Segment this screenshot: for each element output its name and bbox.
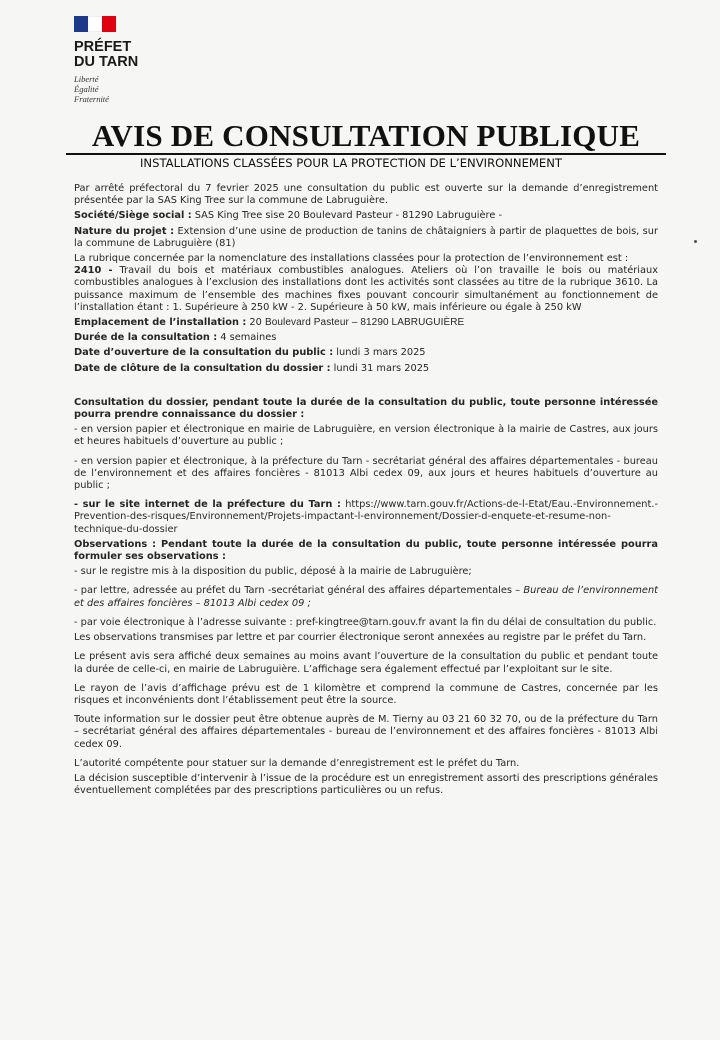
email-link[interactable]: pref-kingtree@tarn.gouv.fr (295, 616, 426, 628)
ouverture-line: Date d’ouverture de la consultation du public : lundi 3 mars 2025 (74, 347, 426, 359)
notice-body (74, 183, 658, 800)
paragraph-autorite: L’autorité compétente pour statuer sur la demande d’enregistrement est le préfet du Tarn. (74, 757, 520, 769)
notice-title: AVIS DE CONSULTATION PUBLIQUE (91, 118, 641, 153)
emplacement-line: Emplacement de l’installation : 20 Boulevard Pasteur – 81290 LABRUGUIÈRE (74, 317, 465, 329)
duree-line: Durée de la consultation : 4 semaines (74, 332, 277, 344)
republic-motto: Liberté Égalité Fraternité (74, 74, 109, 104)
consultation-item-prefecture: - en version papier et électronique, à la préfecture du Tarn - secrétariat général des affaires départementales - bureau de l’environnement et des affaires foncières - 81013 Albi cedex 09, aux jours et heures habituels d’ouverture au public ; (74, 455, 658, 492)
paragraph-rayon: Le rayon de l’avis d’affichage prévu est de 1 kilomètre et comprend la commune de Castres, concernée par les risques et inconvénients dont l’établissement peut être la source. (74, 682, 658, 706)
scan-speck (694, 240, 697, 243)
observations-heading: Observations : Pendant toute la durée de la consultation du public, toute personne intéressée pourra formuler ses observations : (74, 538, 658, 563)
consultation-item-mairie: - en version papier et électronique en mairie de Labruguière, en version électronique à la mairie de Castres, aux jours et heures habituels d’ouverture au public ; (74, 424, 658, 448)
prefecture-logo (74, 16, 184, 104)
consultation-item-website: - sur le site internet de la préfecture du Tarn : https://www.tarn.gouv.fr/Actions-de-l-Etat/Eau.-Environnement.-Prevention-des-risques/Environnement/Projets-impactant-l-environnement/Dossier-d-enquete-et-resume-non-technique-du-dossier (74, 499, 658, 535)
intro-paragraph: Par arrêté préfectoral du 7 fevrier 2025 une consultation du public est ouverte sur la demande d’enregistrement présentée par la SAS King Tree sur la commune de Labruguière. (74, 183, 658, 207)
paragraph-annexes: Les observations transmises par lettre et par courrier électronique seront annexées au registre par le préfet du Tarn. (74, 632, 647, 644)
title-divider (66, 153, 666, 155)
paragraph-decision: La décision susceptible d’intervenir à l’issue de la procédure est un enregistrement assorti des prescriptions générales éventuellement complétées par des prescriptions particulières ou un refus. (74, 772, 658, 797)
prefet-name: PRÉFET DU TARN (74, 39, 139, 70)
paragraph-information: Toute information sur le dossier peut être obtenue auprès de M. Tierny au 03 21 60 32 70, ou de la préfecture du Tarn – secrétariat général des affaires départementales - bureau de l’environnement et des affaires foncières - 81013 Albi cedex 09. (74, 714, 658, 750)
notice-subtitle: INSTALLATIONS CLASSÉES POUR LA PROTECTION DE L’ENVIRONNEMENT (140, 156, 562, 170)
prefecture-website-link[interactable]: https://www.tarn.gouv.fr/Actions-de-l-Etat/Eau.-Environnement.-Prevention-des-risques/Environnement/Projets-impactant-l-environnement/Dossier-d-enquete-et-resume-non-technique-du-dossier (74, 499, 658, 535)
french-flag-icon (74, 16, 116, 32)
nature-line: Nature du projet : Extension d’une usine de production de tanins de châtaigniers à partir de plaquettes de bois, sur la commune de Labruguière (81) (74, 225, 658, 249)
observations-item-lettre: - par lettre, adressée au préfet du Tarn -secrétariat général des affaires départementales – Bureau de l’environnement et des affaires foncières – 81013 Albi cedex 09 ; (74, 585, 658, 609)
cloture-line: Date de clôture de la consultation du dossier : lundi 31 mars 2025 (74, 362, 430, 374)
rubrique-paragraph: La rubrique concernée par la nomenclature des installations classées pour la protection de l’environnement est : 2410 - Travail du bois et matériaux combustibles analogues. Ateliers où l’on travaille le bois ou matériaux combustibles analogues à l’exclusion des installations dont les activités sont classées au titre de la rubrique 3610. La puissance maximum de l’ensemble des machines fixes pouvant concourir simultanément au fonctionnement de l’installation étant : 1. Supérieure à 250 kW - 2. Supérieure à 50 kW, mais inférieure ou égale à 250 kW (74, 253, 658, 313)
consultation-heading: Consultation du dossier, pendant toute la durée de la consultation du public, toute personne intéressée pourra prendre connaissance du dossier : (74, 396, 658, 421)
observations-item-registre: - sur le registre mis à la disposition du public, déposé à la mairie de Labruguière; (74, 566, 472, 578)
societe-line: Société/Siège social : SAS King Tree sise 20 Boulevard Pasteur - 81290 Labruguière - (74, 210, 503, 222)
observations-item-email: - par voie électronique à l’adresse suivante : pref-kingtree@tarn.gouv.fr avant la fin du délai de consultation du public. (74, 616, 657, 628)
paragraph-affichage: Le présent avis sera affiché deux semaines au moins avant l’ouverture de la consultation du public et pendant toute la durée de celle-ci, en mairie de Labruguière. L’affichage sera également effectué par l’exploitant sur le site. (74, 651, 658, 675)
